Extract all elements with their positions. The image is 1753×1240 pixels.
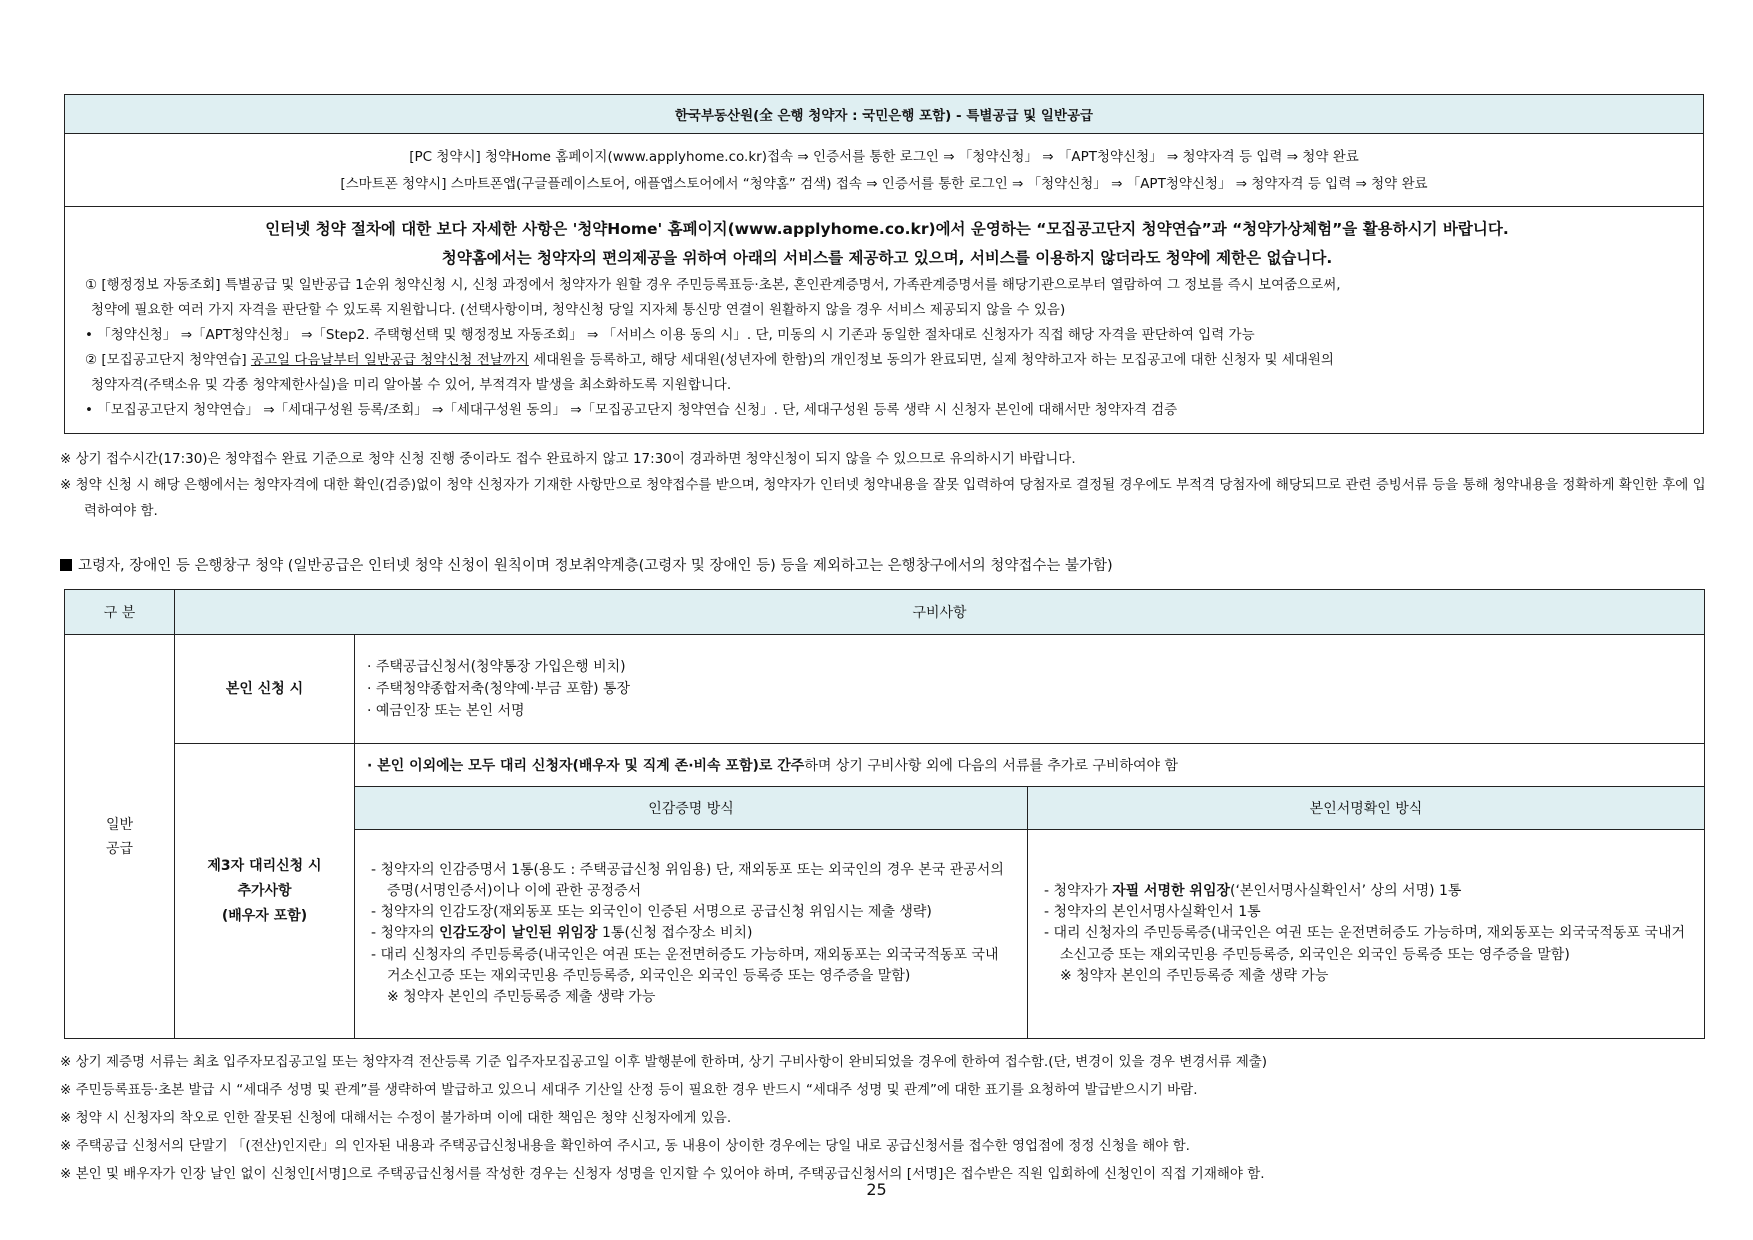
- item2-line-a: [85, 348, 1689, 373]
- list-item: · 주택청약종합저축(청약예·부금 포함) 통장: [367, 681, 631, 697]
- list-item: - 청약자의 인감증명서 1통(용도 : 주택공급신청 위임용) 단, 재외동포 또는 외국인의 경우 본국 관공서의 증명(서명인증서)이나 이에 관한 공정증서: [371, 861, 1004, 899]
- box-header: 한국부동산원(全 은행 청약자 : 국민은행 포함) - 특별공급 및 일반공급: [65, 95, 1704, 134]
- info-title-1: 인터넷 청약 절차에 대한 보다 자세한 사항은 '청약Home' 홈페이지(www.applyhome.co.kr)에서 운영하는 “모집공고단지 청약연습”과 “청약가상체험”을 활용하시기 바랍니다.: [265, 220, 1509, 238]
- text-fragment-bold: 인감도장이 날인된 위임장: [439, 925, 598, 942]
- note-item: ※ 청약 시 신청자의 착오로 인한 잘못된 신청에 대해서는 수정이 불가하며 이에 대한 책임은 청약 신청자에게 있음.: [60, 1110, 732, 1126]
- item2-line-c: • 「모집공고단지 청약연습」 ⇒「세대구성원 등록/조회」 ⇒「세대구성원 동의」 ⇒「모집공고단지 청약연습 신청」. 단, 세대구성원 등록 생략 시 신청자 본인에 대해서만 청약자격 검증: [85, 402, 1178, 418]
- method-seal-header: 인감증명 방식: [355, 787, 1028, 830]
- note-item: ※ 주민등록표등·초본 발급 시 “세대주 성명 및 관계”를 생략하여 발급하고 있으니 세대주 기산일 산정 등이 필요한 경우 반드시 “세대주 성명 및 관계”에 대한 표기를 요청하여 발급받으시기 바람.: [60, 1082, 1198, 1098]
- square-bullet-icon: [60, 559, 72, 571]
- self-application-items: [355, 635, 1705, 744]
- table-header-row: [65, 590, 1705, 635]
- bottom-notes: [60, 1048, 1710, 1188]
- item2-prefix: ② [모집공고단지 청약연습]: [85, 352, 251, 368]
- col-header-requirements: 구비사항: [175, 590, 1705, 635]
- application-steps: [65, 134, 1704, 207]
- item1-line-a: ① [행정정보 자동조회] 특별공급 및 일반공급 1순위 청약신청 시, 신청 과정에서 청약자가 원할 경우 주민등록표등·초본, 혼인관계증명서, 가족관계증명서를 해당기관으로부터 열람하여 그 정보를 즉시 보여줌으로써,: [85, 277, 1341, 293]
- page-number: 25: [866, 1180, 887, 1199]
- list-item: · 예금인장 또는 본인 서명: [367, 703, 525, 719]
- list-item: [371, 923, 1011, 944]
- proxy-note-bold: · 본인 이외에는 모두 대리 신청자(배우자 및 직계 존·비속 포함)로 간주: [367, 758, 805, 774]
- section-heading-text: 고령자, 장애인 등 은행창구 청약 (일반공급은 인터넷 청약 신청이 원칙이며 정보취약계층(고령자 및 장애인 등) 등을 제외하고는 은행창구에서의 청약접수는 불가함): [78, 558, 1113, 574]
- list-item: ※ 청약자 본인의 주민등록증 제출 생략 가능: [1060, 967, 1329, 984]
- text-fragment-bold: 자필 서명한 위임장: [1112, 882, 1231, 899]
- text-fragment: - 청약자의: [371, 925, 440, 942]
- seal-method-items: [355, 830, 1028, 1039]
- info-title-2: 청약홈에서는 청약자의 편의제공을 위하여 아래의 서비스를 제공하고 있으며, 서비스를 이용하지 않더라도 청약에 제한은 없습니다.: [441, 249, 1333, 267]
- note-item: ※ 상기 제증명 서류는 최초 입주자모집공고일 또는 청약자격 전산등록 기준 입주자모집공고일 이후 발행분에 한하며, 상기 구비사항이 완비되었을 경우에 한하여 접수함.(단, 변경이 있을 경우 변경서류 제출): [60, 1054, 1268, 1070]
- list-item: - 대리 신청자의 주민등록증(내국인은 여권 또는 운전면허증도 가능하며, 재외동포는 외국국적동포 국내거소신고증 또는 재외국민용 주민등록증, 외국인은 외국인 등록증 또는 영주증을 말함): [371, 946, 999, 984]
- table-row: [65, 635, 1705, 744]
- proxy-note: [355, 744, 1705, 787]
- list-item: - 청약자의 본인서명사실확인서 1통: [1044, 904, 1261, 921]
- item1-line-c: • 「청약신청」 ⇒「APT청약신청」 ⇒「Step2. 주택형선택 및 행정정보 자동조회」 ⇒ 「서비스 이용 동의 시」. 단, 미동의 시 기존과 동일한 절차대로 신청자가 직접 해당 자격을 판단하여 입력 가능: [85, 327, 1255, 343]
- list-item: - 청약자의 인감도장(재외동포 또는 외국인이 인증된 서명으로 공급신청 위임시는 제출 생략): [371, 904, 932, 921]
- text-fragment: (‘본인서명사실확인서’ 상의 서명) 1통: [1230, 882, 1462, 899]
- category-cell: 일반 공급: [65, 635, 175, 1039]
- service-info: [65, 207, 1704, 434]
- item2-line-b: 청약자격(주택소유 및 각종 청약제한사실)을 미리 알아볼 수 있어, 부적격자 발생을 최소화하도록 지원합니다.: [91, 377, 732, 393]
- bank-counter-requirements-table: [64, 589, 1705, 1039]
- note-item: ※ 상기 접수시간(17:30)은 청약접수 완료 기준으로 청약 신청 진행 중이라도 접수 완료하지 않고 17:30이 경과하면 청약신청이 되지 않을 수 있으므로 유의하시기 바랍니다.: [60, 451, 1076, 467]
- note-item: ※ 청약 신청 시 해당 은행에서는 청약자격에 대한 확인(검증)없이 청약 신청자가 기재한 사항만으로 청약접수를 받으며, 청약자가 인터넷 청약내용을 잘못 입력하여 당첨자로 결정될 경우에도 부적격 당첨자에 해당되므로 관련 증빙서류 등을 통해 청약내용을 정확하게 확인한 후에 입력하여야 함.: [60, 477, 1706, 519]
- proxy-note-rest: 하며 상기 구비사항 외에 다음의 서류를 추가로 구비하여야 함: [804, 758, 1179, 774]
- pc-steps: [PC 청약시] 청약Home 홈페이지(www.applyhome.co.kr)접속 ⇒ 인증서를 통한 로그인 ⇒ 「청약신청」 ⇒ 「APT청약신청」 ⇒ 청약자격 등 입력 ⇒ 청약 완료: [409, 149, 1359, 165]
- list-item: ※ 청약자 본인의 주민등록증 제출 생략 가능: [387, 989, 656, 1005]
- item2-underlined-period: 공고일 다음날부터 일반공급 청약신청 전날까지: [250, 352, 529, 368]
- list-item: [1044, 881, 1688, 902]
- item1-line-b: 청약에 필요한 여러 가지 자격을 판단할 수 있도록 지원합니다. (선택사항이며, 청약신청 당일 지자체 통신망 연결이 원활하지 않을 경우 서비스 제공되지 않을 수 있음): [91, 302, 1066, 318]
- list-item: · 주택공급신청서(청약통장 가입은행 비치): [367, 659, 626, 675]
- internet-application-box: [64, 94, 1704, 434]
- text-fragment: 1통(신청 접수장소 비치): [597, 925, 753, 942]
- proxy-application-label: 제3자 대리신청 시 추가사항 (배우자 포함): [175, 744, 355, 1039]
- col-header-category: 구 분: [65, 590, 175, 635]
- sign-method-items: [1028, 830, 1705, 1039]
- smartphone-steps: [스마트폰 청약시] 스마트폰앱(구글플레이스토어, 애플앱스토어에서 “청약홈” 검색) 접속 ⇒ 인증서를 통한 로그인 ⇒ 「청약신청」 ⇒ 「APT청약신청」 ⇒ 청약자격 등 입력 ⇒ 청약 완료: [340, 176, 1428, 192]
- top-notes: [60, 446, 1710, 524]
- table-row: [65, 744, 1705, 787]
- note-item: ※ 본인 및 배우자가 인장 날인 없이 신청인[서명]으로 주택공급신청서를 작성한 경우는 신청자 성명을 인지할 수 있어야 하며, 주택공급신청서의 [서명]은 접수받은 직원 입회하에 신청인이 직접 기재해야 함.: [60, 1166, 1265, 1182]
- self-application-label: 본인 신청 시: [175, 635, 355, 744]
- method-sign-header: 본인서명확인 방식: [1028, 787, 1705, 830]
- section-heading: [60, 554, 1113, 575]
- item2-rest: 세대원을 등록하고, 해당 세대원(성년자에 한함)의 개인정보 동의가 완료되면, 실제 청약하고자 하는 모집공고에 대한 신청자 및 세대원의: [528, 352, 1334, 368]
- text-fragment: - 청약자가: [1044, 882, 1113, 899]
- list-item: - 대리 신청자의 주민등록증(내국인은 여권 또는 운전면허증도 가능하며, 재외동포는 외국국적동포 국내거소신고증 또는 재외국민용 주민등록증, 외국인은 외국인 등록증 또는 영주증을 말함): [1044, 925, 1685, 963]
- note-item: ※ 주택공급 신청서의 단말기 「(전산)인지란」의 인자된 내용과 주택공급신청내용을 확인하여 주시고, 동 내용이 상이한 경우에는 당일 내로 공급신청서를 접수한 영업점에 정정 신청을 해야 함.: [60, 1138, 1190, 1154]
